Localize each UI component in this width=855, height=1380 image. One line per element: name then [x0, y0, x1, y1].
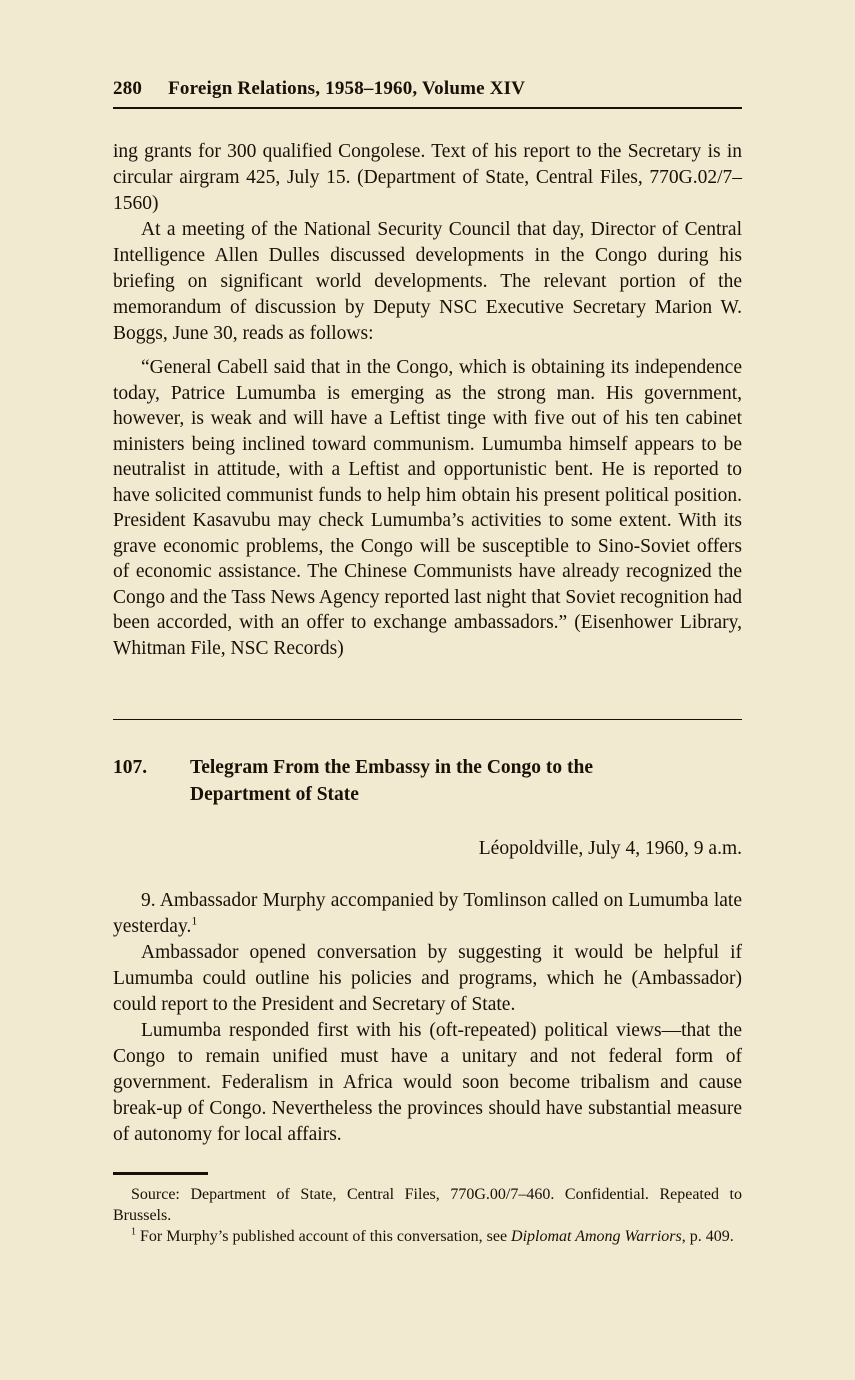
document-number: 107.: [113, 757, 148, 778]
body-paragraph-continuation: ing grants for 300 qualified Congolese. Text of his report to the Secretary is in circular airgram 425, July 15. (Department of State, Central Files, 770G.02/7–1560): [113, 141, 742, 214]
document-paragraph-1: [113, 888, 742, 940]
source-footnote: Source: Department of State, Central Files, 770G.00/7–460. Confidential. Repeated to Brussels.: [113, 1186, 742, 1224]
footnotes-section: [113, 1172, 742, 1247]
footnote-1-text-before: For Murphy’s published account of this conversation, see: [136, 1228, 512, 1245]
document-paragraph-3: Lumumba responded first with his (oft-repeated) political views—that the Congo to remain unified must have a unitary and not federal form of government. Federalism in Africa would soon become tribalism and cause break-up of Congo. Nevertheless the provinces should have substantial measure of autonomy for local affairs.: [113, 1020, 742, 1145]
document-paragraph-1-text: 9. Ambassador Murphy accompanied by Tomlinson called on Lumumba late yesterday.: [113, 890, 742, 937]
footnote-1-book-title: Diplomat Among Warriors: [511, 1228, 682, 1245]
footnote-reference-1: 1: [191, 913, 198, 928]
page-number: 280: [113, 78, 143, 99]
page-body: [113, 139, 742, 1148]
footnote-separator-rule: [113, 1172, 208, 1175]
document-title: Telegram From the Embassy in the Congo to the Department of State: [190, 757, 593, 805]
dateline: Léopoldville, July 4, 1960, 9 a.m.: [478, 838, 742, 859]
document-paragraph-2: Ambassador opened conversation by suggesting it would be helpful if Lumumba could outline his policies and programs, which he (Ambassador) could report to the President and Secretary of State.: [113, 942, 742, 1015]
quoted-memorandum: “General Cabell said that in the Congo, which is obtaining its independence today, Patrice Lumumba is emerging as the strong man. His government, however, is weak and will have a Leftist tinge with five out of his ten cabinet ministers being inclined toward communism. Lumumba himself appears to be neutralist in attitude, with a Leftist and opportunistic bent. He is reported to have solicited communist funds to help him obtain his present political position. President Kasavubu may check Lumumba’s activities to some extent. With its grave economic problems, the Congo will be susceptible to Sino-Soviet offers of economic assistance. The Chinese Communists have already recognized the Congo and the Tass News Agency reported last night that Soviet recognition had been accorded, with an offer to exchange ambassadors.” (Eisenhower Library, Whitman File, NSC Records): [113, 357, 742, 659]
document-heading: [113, 754, 742, 808]
running-title: Foreign Relations, 1958–1960, Volume XIV: [168, 78, 526, 99]
footnote-1: [113, 1226, 742, 1247]
body-paragraph-nsc-meeting: At a meeting of the National Security Council that day, Director of Central Intelligence Allen Dulles discussed developments in the Congo during his briefing on significant world developments. The relevant portion of the memorandum of discussion by Deputy NSC Executive Secretary Marion W. Boggs, June 30, reads as follows:: [113, 219, 742, 344]
footnote-1-text-after: , p. 409.: [681, 1228, 734, 1245]
section-divider: [113, 719, 742, 720]
footnote-1-marker: 1: [131, 1226, 136, 1238]
running-header: [113, 78, 742, 109]
